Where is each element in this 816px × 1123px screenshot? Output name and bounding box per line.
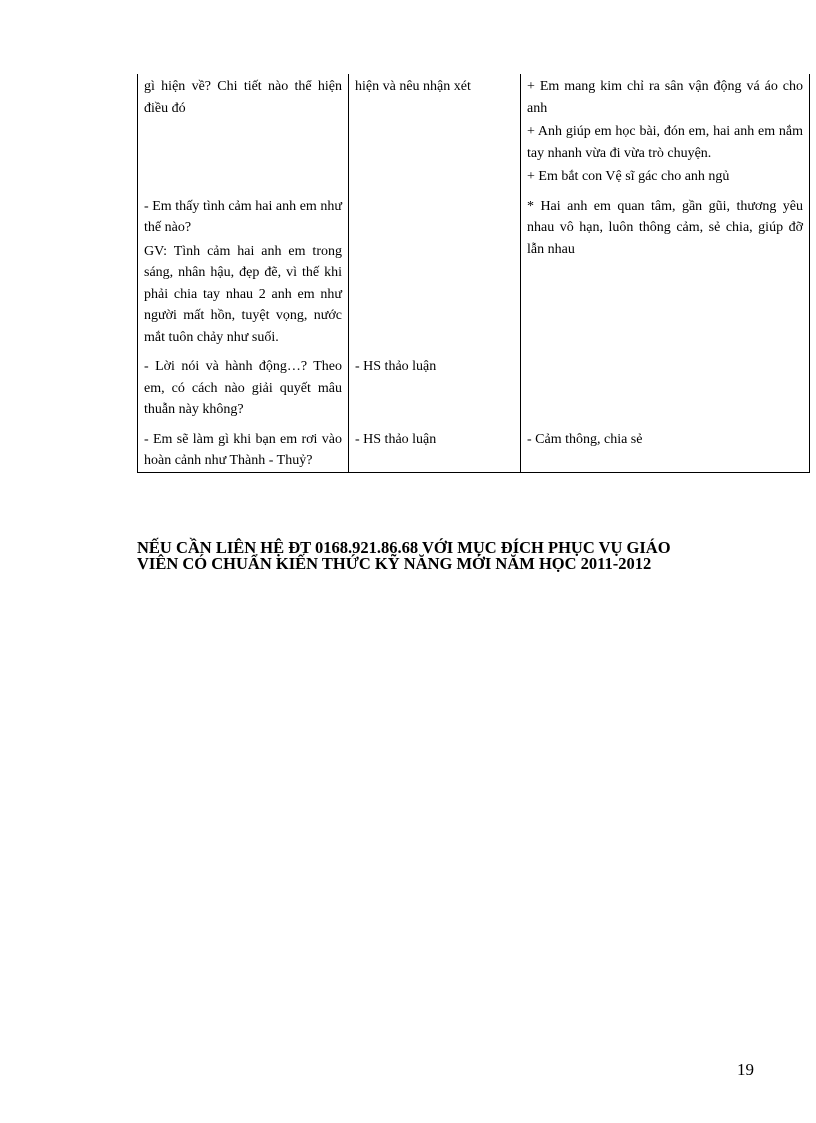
cell-text: - Em sẽ làm gì khi bạn em rơi vào hoàn cảnh như Thành - Thuỷ? [144, 431, 342, 468]
cell-text: + Anh giúp em học bài, đón em, hai anh em nắm tay nhanh vừa đi vừa trò chuyện. [527, 124, 803, 161]
lesson-table [137, 74, 810, 473]
teacher-activity-cell [138, 196, 349, 357]
cell-text: * Hai anh em quan tâm, gần gũi, thương yêu nhau vô hạn, luôn thông cảm, sẻ chia, giúp đỡ lẫn nhau [527, 198, 803, 257]
cell-text: - Em thấy tình cảm hai anh em như thế nào? [144, 198, 342, 235]
table-row [138, 196, 810, 357]
content-cell [521, 196, 810, 357]
contact-note-line-2: VIÊN CÓ CHUẨN KIẾN THỨC KỸ NĂNG MỚI NĂM HỌC 2011-2012 [137, 554, 652, 573]
content-cell [521, 356, 810, 429]
table-row [138, 356, 810, 429]
content-cell [521, 74, 810, 196]
student-activity-cell [349, 74, 521, 196]
cell-text: + Em bắt con Vệ sĩ gác cho anh ngủ [527, 169, 730, 184]
teacher-activity-cell [138, 74, 349, 196]
cell-text: - HS thảo luận [355, 431, 437, 447]
contact-note-line-1: NẾU CẦN LIÊN HỆ ĐT 0168.921.86.68 VỚI MỤC ĐÍCH PHỤC VỤ GIÁO [137, 538, 671, 557]
teacher-activity-cell [138, 429, 349, 473]
student-activity-cell [349, 196, 521, 357]
cell-text: + Em mang kim chỉ ra sân vận động vá áo cho anh [527, 79, 803, 116]
cell-text: gì hiện về? Chi tiết nào thể hiện điều đó [144, 79, 342, 116]
cell-text: - HS thảo luận [355, 359, 437, 374]
cell-text: - Lời nói và hành động…? Theo em, có cách nào giải quyết mâu thuẫn này không? [144, 359, 342, 417]
cell-text: GV: Tình cảm hai anh em trong sáng, nhân hậu, đẹp đẽ, vì thế khi phải chia tay nhau 2 anh em như người mất hồn, tuyệt vọng, nước mắt tuôn chảy như suối. [144, 243, 342, 345]
contact-note [137, 540, 777, 572]
student-activity-cell [349, 356, 521, 429]
cell-text: - Cảm thông, chia sẻ [527, 431, 643, 447]
teacher-activity-cell [138, 356, 349, 429]
student-activity-cell [349, 429, 521, 473]
table-row [138, 74, 810, 196]
page-number: 19 [737, 1060, 754, 1079]
cell-text: hiện và nêu nhận xét [355, 79, 471, 94]
table-row [138, 429, 810, 473]
content-cell [521, 429, 810, 473]
